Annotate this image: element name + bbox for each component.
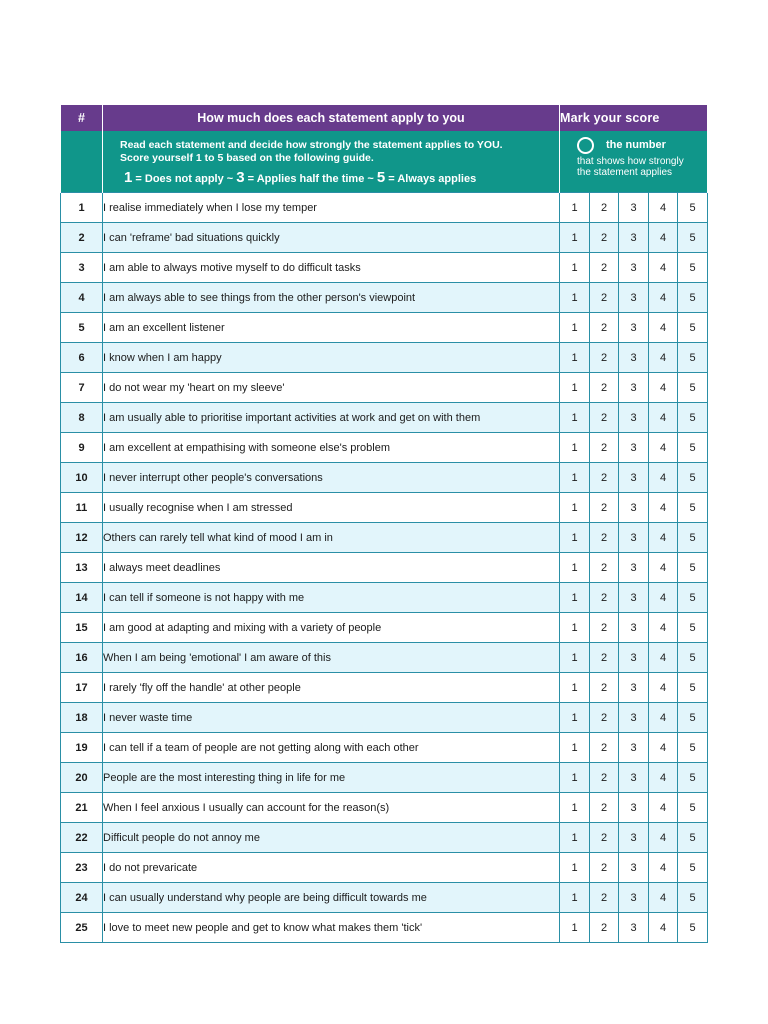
score-option-5[interactable]: 5: [678, 553, 708, 583]
score-option-2[interactable]: 2: [590, 223, 619, 253]
table-row: [61, 703, 708, 733]
score-option-4[interactable]: 4: [649, 313, 678, 343]
table-row: [61, 253, 708, 283]
score-option-3[interactable]: 3: [619, 253, 649, 283]
score-option-4[interactable]: 4: [649, 883, 678, 913]
scale-3-text: = Applies half the time ~: [244, 173, 377, 185]
score-option-5[interactable]: 5: [678, 253, 708, 283]
table-row: [61, 793, 708, 823]
statement-number: 18: [61, 703, 103, 733]
score-option-1[interactable]: 1: [560, 463, 590, 493]
score-option-1[interactable]: 1: [560, 763, 590, 793]
scale-legend: [103, 169, 559, 186]
score-option-3[interactable]: 3: [619, 463, 649, 493]
score-option-5[interactable]: 5: [678, 283, 708, 313]
statement-number: 24: [61, 883, 103, 913]
score-option-3[interactable]: 3: [619, 223, 649, 253]
statement-number: 17: [61, 673, 103, 703]
score-option-3[interactable]: 3: [619, 823, 649, 853]
table-row: [61, 673, 708, 703]
statement-text: I rarely 'fly off the handle' at other people: [103, 673, 560, 703]
score-option-3[interactable]: 3: [619, 763, 649, 793]
score-option-2[interactable]: 2: [590, 733, 619, 763]
table-row: [61, 763, 708, 793]
statement-number: 13: [61, 553, 103, 583]
score-option-5[interactable]: 5: [678, 883, 708, 913]
score-option-2[interactable]: 2: [590, 433, 619, 463]
score-option-1[interactable]: 1: [560, 703, 590, 733]
statement-text: I do not wear my 'heart on my sleeve': [103, 373, 560, 403]
table-row: [61, 523, 708, 553]
header-row: [61, 105, 708, 131]
statement-number: 23: [61, 853, 103, 883]
score-option-4[interactable]: 4: [649, 553, 678, 583]
score-option-2[interactable]: 2: [590, 853, 619, 883]
score-option-4[interactable]: 4: [649, 673, 678, 703]
table-row: [61, 283, 708, 313]
score-option-4[interactable]: 4: [649, 763, 678, 793]
score-option-4[interactable]: 4: [649, 853, 678, 883]
table-row: [61, 313, 708, 343]
table-row: [61, 823, 708, 853]
score-option-3[interactable]: 3: [619, 703, 649, 733]
score-option-1[interactable]: 1: [560, 613, 590, 643]
score-option-3[interactable]: 3: [619, 883, 649, 913]
mark-instructions: [560, 131, 708, 193]
score-option-2[interactable]: 2: [590, 883, 619, 913]
statement-text: I can 'reframe' bad situations quickly: [103, 223, 560, 253]
score-option-3[interactable]: 3: [619, 313, 649, 343]
statement-text: When I am being 'emotional' I am aware of this: [103, 643, 560, 673]
score-option-5[interactable]: 5: [678, 793, 708, 823]
score-option-4[interactable]: 4: [649, 433, 678, 463]
score-option-4[interactable]: 4: [649, 343, 678, 373]
guide-line-1: Read each statement and decide how strongly the statement applies to YOU.: [120, 139, 503, 151]
score-option-3[interactable]: 3: [619, 793, 649, 823]
guide-line-2: Score yourself 1 to 5 based on the following guide.: [120, 152, 374, 164]
table-row: [61, 193, 708, 223]
score-option-1[interactable]: 1: [560, 823, 590, 853]
score-option-3[interactable]: 3: [619, 193, 649, 223]
score-option-4[interactable]: 4: [649, 493, 678, 523]
score-option-5[interactable]: 5: [678, 703, 708, 733]
statement-number: 10: [61, 463, 103, 493]
score-option-5[interactable]: 5: [678, 913, 708, 943]
score-option-1[interactable]: 1: [560, 433, 590, 463]
score-option-4[interactable]: 4: [649, 193, 678, 223]
score-option-5[interactable]: 5: [678, 523, 708, 553]
score-option-1[interactable]: 1: [560, 193, 590, 223]
statement-column-header: How much does each statement apply to you: [103, 105, 560, 131]
score-option-5[interactable]: 5: [678, 853, 708, 883]
statement-text: I do not prevaricate: [103, 853, 560, 883]
score-option-2[interactable]: 2: [590, 583, 619, 613]
score-option-2[interactable]: 2: [590, 763, 619, 793]
statement-number: 15: [61, 613, 103, 643]
table-row: [61, 733, 708, 763]
statement-text: When I feel anxious I usually can account for the reason(s): [103, 793, 560, 823]
statement-number: 21: [61, 793, 103, 823]
statement-number: 6: [61, 343, 103, 373]
score-option-1[interactable]: 1: [560, 733, 590, 763]
score-option-3[interactable]: 3: [619, 733, 649, 763]
scale-1-text: = Does not apply ~: [132, 173, 237, 185]
statement-text: I usually recognise when I am stressed: [103, 493, 560, 523]
mark-subtitle-2: the statement applies: [577, 167, 673, 178]
table-row: [61, 223, 708, 253]
number-column-header: #: [61, 105, 103, 131]
score-option-2[interactable]: 2: [590, 373, 619, 403]
score-option-2[interactable]: 2: [590, 193, 619, 223]
score-option-2[interactable]: 2: [590, 913, 619, 943]
score-option-5[interactable]: 5: [678, 673, 708, 703]
statement-text: I can tell if a team of people are not getting along with each other: [103, 733, 560, 763]
score-option-4[interactable]: 4: [649, 403, 678, 433]
scale-1-number: 1: [124, 169, 133, 186]
score-option-5[interactable]: 5: [678, 463, 708, 493]
statement-number: 11: [61, 493, 103, 523]
score-option-3[interactable]: 3: [619, 583, 649, 613]
statement-text: I know when I am happy: [103, 343, 560, 373]
statement-rows: [61, 193, 708, 943]
score-option-4[interactable]: 4: [649, 913, 678, 943]
statement-text: I never waste time: [103, 703, 560, 733]
score-option-1[interactable]: 1: [560, 343, 590, 373]
score-option-3[interactable]: 3: [619, 613, 649, 643]
score-option-5[interactable]: 5: [678, 403, 708, 433]
score-option-5[interactable]: 5: [678, 433, 708, 463]
score-option-4[interactable]: 4: [649, 283, 678, 313]
score-option-3[interactable]: 3: [619, 433, 649, 463]
table-row: [61, 433, 708, 463]
circle-icon: [577, 137, 594, 154]
mark-title: the number: [606, 139, 666, 151]
statement-text: People are the most interesting thing in life for me: [103, 763, 560, 793]
score-option-1[interactable]: 1: [560, 643, 590, 673]
score-option-4[interactable]: 4: [649, 253, 678, 283]
score-option-3[interactable]: 3: [619, 493, 649, 523]
score-option-5[interactable]: 5: [678, 613, 708, 643]
table-row: [61, 883, 708, 913]
statement-text: I never interrupt other people's conversations: [103, 463, 560, 493]
statement-number: 25: [61, 913, 103, 943]
table-row: [61, 913, 708, 943]
statement-text: I always meet deadlines: [103, 553, 560, 583]
score-option-4[interactable]: 4: [649, 613, 678, 643]
table-row: [61, 493, 708, 523]
score-option-5[interactable]: 5: [678, 763, 708, 793]
statement-text: I can usually understand why people are being difficult towards me: [103, 883, 560, 913]
score-option-3[interactable]: 3: [619, 373, 649, 403]
table-row: [61, 643, 708, 673]
score-option-5[interactable]: 5: [678, 583, 708, 613]
scale-3-number: 3: [236, 169, 245, 186]
score-option-2[interactable]: 2: [590, 643, 619, 673]
statement-text: I am excellent at empathising with someone else's problem: [103, 433, 560, 463]
score-option-5[interactable]: 5: [678, 493, 708, 523]
score-option-2[interactable]: 2: [590, 613, 619, 643]
score-option-2[interactable]: 2: [590, 403, 619, 433]
score-option-1[interactable]: 1: [560, 883, 590, 913]
statement-text: I am good at adapting and mixing with a variety of people: [103, 613, 560, 643]
table-row: [61, 463, 708, 493]
statement-text: I am able to always motive myself to do difficult tasks: [103, 253, 560, 283]
score-option-1[interactable]: 1: [560, 253, 590, 283]
table-row: [61, 343, 708, 373]
statement-number: 19: [61, 733, 103, 763]
scale-5-text: = Always applies: [385, 173, 477, 185]
score-option-2[interactable]: 2: [590, 523, 619, 553]
score-option-4[interactable]: 4: [649, 373, 678, 403]
score-option-2[interactable]: 2: [590, 553, 619, 583]
score-option-4[interactable]: 4: [649, 523, 678, 553]
guide-empty-cell: [61, 131, 103, 193]
statement-number: 3: [61, 253, 103, 283]
score-option-1[interactable]: 1: [560, 283, 590, 313]
statement-number: 12: [61, 523, 103, 553]
table-row: [61, 853, 708, 883]
statement-number: 5: [61, 313, 103, 343]
score-option-4[interactable]: 4: [649, 793, 678, 823]
table-row: [61, 583, 708, 613]
score-option-2[interactable]: 2: [590, 793, 619, 823]
score-column-header: Mark your score: [560, 105, 708, 131]
statement-number: 22: [61, 823, 103, 853]
score-option-3[interactable]: 3: [619, 643, 649, 673]
mark-subtitle-1: that shows how strongly: [577, 156, 684, 167]
score-option-1[interactable]: 1: [560, 523, 590, 553]
guide-instructions: [103, 131, 560, 193]
score-option-5[interactable]: 5: [678, 193, 708, 223]
score-option-1[interactable]: 1: [560, 493, 590, 523]
score-option-4[interactable]: 4: [649, 733, 678, 763]
statement-number: 2: [61, 223, 103, 253]
score-option-3[interactable]: 3: [619, 343, 649, 373]
score-option-3[interactable]: 3: [619, 283, 649, 313]
score-option-2[interactable]: 2: [590, 823, 619, 853]
statement-number: 9: [61, 433, 103, 463]
scale-5-number: 5: [376, 169, 386, 186]
score-option-1[interactable]: 1: [560, 853, 590, 883]
score-option-2[interactable]: 2: [590, 673, 619, 703]
score-option-4[interactable]: 4: [649, 823, 678, 853]
score-option-1[interactable]: 1: [560, 583, 590, 613]
score-option-2[interactable]: 2: [590, 493, 619, 523]
table-row: [61, 613, 708, 643]
statement-number: 14: [61, 583, 103, 613]
score-option-1[interactable]: 1: [560, 373, 590, 403]
score-option-3[interactable]: 3: [619, 523, 649, 553]
questionnaire-table: [60, 105, 708, 943]
statement-number: 1: [61, 193, 103, 223]
score-option-1[interactable]: 1: [560, 793, 590, 823]
score-option-5[interactable]: 5: [678, 373, 708, 403]
score-option-1[interactable]: 1: [560, 673, 590, 703]
score-option-3[interactable]: 3: [619, 553, 649, 583]
statement-number: 16: [61, 643, 103, 673]
score-option-3[interactable]: 3: [619, 913, 649, 943]
statement-number: 8: [61, 403, 103, 433]
score-option-4[interactable]: 4: [649, 223, 678, 253]
score-option-3[interactable]: 3: [619, 673, 649, 703]
score-option-2[interactable]: 2: [590, 343, 619, 373]
score-option-1[interactable]: 1: [560, 313, 590, 343]
score-option-2[interactable]: 2: [590, 313, 619, 343]
statement-text: I realise immediately when I lose my temper: [103, 193, 560, 223]
score-option-4[interactable]: 4: [649, 643, 678, 673]
statement-text: I love to meet new people and get to know what makes them 'tick': [103, 913, 560, 943]
score-option-5[interactable]: 5: [678, 733, 708, 763]
score-option-5[interactable]: 5: [678, 313, 708, 343]
statement-text: I am an excellent listener: [103, 313, 560, 343]
score-option-5[interactable]: 5: [678, 823, 708, 853]
statement-number: 4: [61, 283, 103, 313]
statement-text: I am usually able to prioritise important activities at work and get on with them: [103, 403, 560, 433]
score-option-2[interactable]: 2: [590, 253, 619, 283]
table-row: [61, 553, 708, 583]
score-option-4[interactable]: 4: [649, 463, 678, 493]
table-row: [61, 373, 708, 403]
guide-row: [61, 131, 708, 193]
score-option-4[interactable]: 4: [649, 583, 678, 613]
score-option-1[interactable]: 1: [560, 223, 590, 253]
score-option-5[interactable]: 5: [678, 343, 708, 373]
score-option-1[interactable]: 1: [560, 553, 590, 583]
score-option-2[interactable]: 2: [590, 283, 619, 313]
table-row: [61, 403, 708, 433]
score-option-3[interactable]: 3: [619, 853, 649, 883]
score-option-5[interactable]: 5: [678, 223, 708, 253]
statement-number: 20: [61, 763, 103, 793]
statement-text: Others can rarely tell what kind of mood I am in: [103, 523, 560, 553]
score-option-1[interactable]: 1: [560, 403, 590, 433]
score-option-3[interactable]: 3: [619, 403, 649, 433]
score-option-2[interactable]: 2: [590, 703, 619, 733]
score-option-4[interactable]: 4: [649, 703, 678, 733]
statement-number: 7: [61, 373, 103, 403]
score-option-2[interactable]: 2: [590, 463, 619, 493]
statement-text: I can tell if someone is not happy with me: [103, 583, 560, 613]
statement-text: I am always able to see things from the other person's viewpoint: [103, 283, 560, 313]
statement-text: Difficult people do not annoy me: [103, 823, 560, 853]
score-option-5[interactable]: 5: [678, 643, 708, 673]
score-option-1[interactable]: 1: [560, 913, 590, 943]
